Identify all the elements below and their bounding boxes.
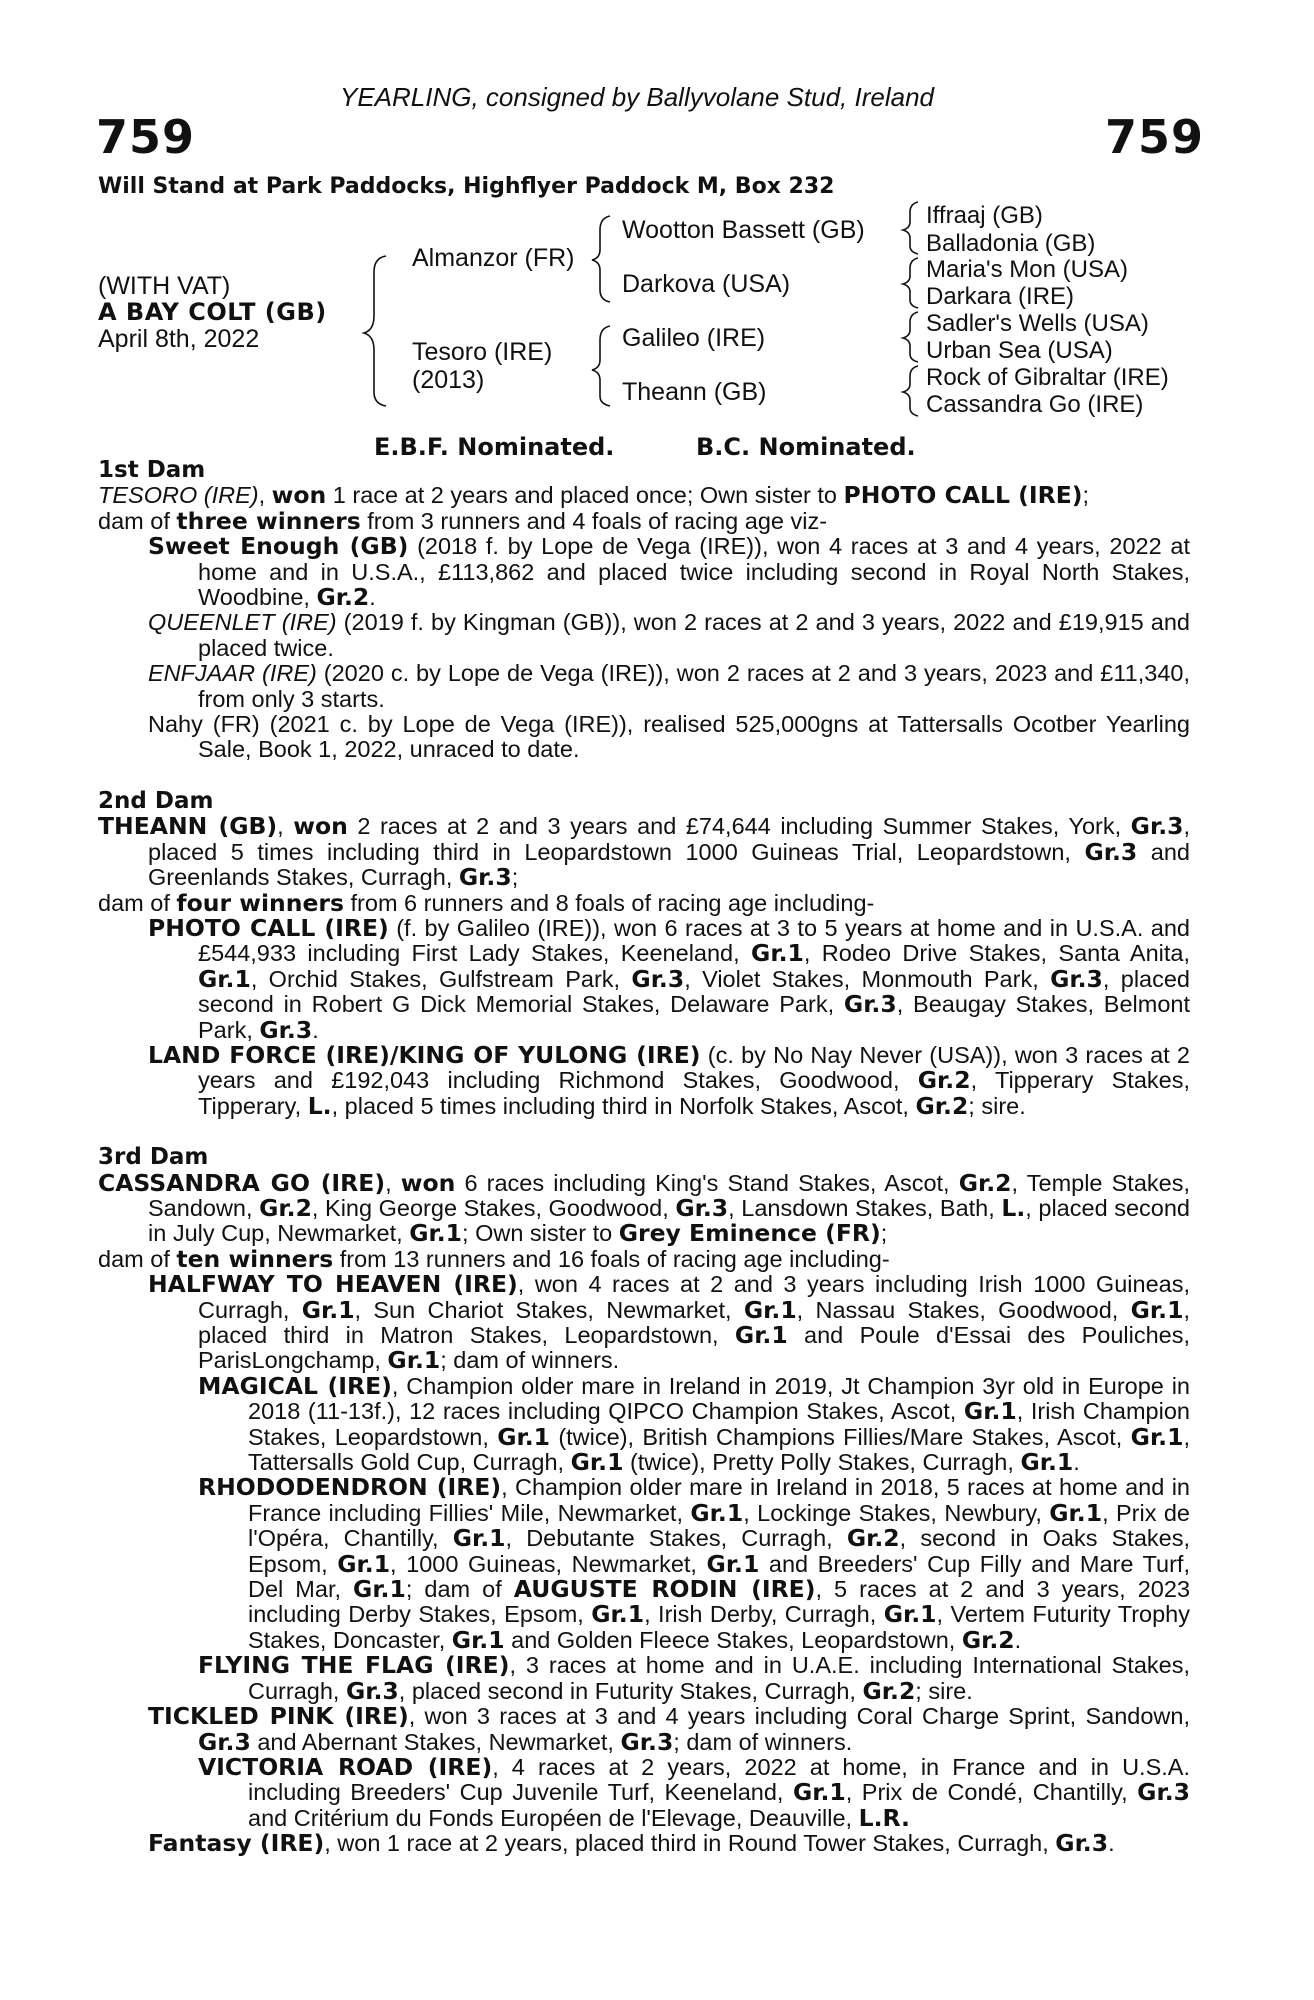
bc-nomination: B.C. Nominated.: [696, 433, 916, 461]
produce-victoria-road: VICTORIA ROAD (IRE), 4 races at 2 years, 2022 at home, in France and in U.S.A. including Breeders' Cup Juvenile Turf, Keeneland, Gr.1, Prix de Condé, Chantilly, Gr.3 and Critérium du Fonds Européen de l'Elevage, Deauville, L.R.: [198, 1752, 1190, 1832]
produce-fantasy: Fantasy (IRE), won 1 race at 2 years, placed third in Round Tower Stakes, Curragh, Gr.3.: [148, 1829, 1115, 1858]
vat-note: (WITH VAT): [98, 272, 231, 300]
gen3-8: Cassandra Go (IRE): [926, 391, 1144, 418]
produce-land-force: LAND FORCE (IRE)/KING OF YULONG (IRE) (c. by No Nay Never (USA)), won 3 races at 2 years and £192,043 including Richmond Stakes, Goodwood, Gr.2, Tipperary Stakes, Tipperary, L., placed 5 times including third in Norfolk Stakes, Ascot, Gr.2; sire.: [148, 1040, 1190, 1120]
lot-number-right: 759: [1104, 110, 1204, 164]
catalogue-body: [98, 458, 1190, 1857]
produce-sweet-enough: Sweet Enough (GB) (2018 f. by Lope de Vega (IRE)), won 4 races at 3 and 4 years, 2022 at home and in U.S.A., £113,862 and placed twice including second in Royal North Stakes, Woodbine, Gr.2.: [148, 532, 1191, 612]
date-of-birth: April 8th, 2022: [98, 325, 260, 353]
dam-name: Tesoro (IRE): [412, 338, 553, 366]
second-dam-entry: THEANN (GB), won 2 races at 2 and 3 years and £74,644 including Summer Stakes, York, Gr.3, placed 5 times including third in Leopardstown 1000 Guineas Trial, Leopardstown, Gr.3 and Greenlands Stakes, Curragh, Gr.3;: [98, 812, 1191, 892]
first-dam-entry: TESORO (IRE), won 1 race at 2 years and placed once; Own sister to PHOTO CALL (IRE);: [98, 481, 1090, 510]
sire-sire: Wootton Bassett (GB): [622, 216, 865, 244]
first-dam-produce-summary: dam of three winners from 3 runners and 4 foals of racing age viz-: [98, 506, 828, 535]
produce-nahy: Nahy (FR) (2021 c. by Lope de Vega (IRE)), realised 525,000gns at Tattersalls Ocotber Yearling Sale, Book 1, 2022, unraced to date.: [148, 711, 1190, 763]
produce-rhododendron: RHODODENDRON (IRE), Champion older mare in Ireland in 2018, 5 races at home and in France including Fillies' Mile, Newmarket, Gr.1, Lockinge Stakes, Newbury, Gr.1, Prix de l'Opéra, Chantilly, Gr.1, Debutante Stakes, Curragh, Gr.2, second in Oaks Stakes, Epsom, Gr.1, 1000 Guineas, Newmarket, Gr.1 and Breeders' Cup Filly and Mare Turf, Del Mar, Gr.1; dam of AUGUSTE RODIN (IRE), 5 races at 2 and 3 years, 2023 including Derby Stakes, Epsom, Gr.1, Irish Derby, Curragh, Gr.1, Vertem Futurity Trophy Stakes, Doncaster, Gr.1 and Golden Fleece Stakes, Leopardstown, Gr.2.: [198, 1473, 1191, 1654]
horse-name: A BAY COLT (GB): [98, 298, 327, 326]
ebf-nomination: E.B.F. Nominated.: [374, 433, 615, 461]
gen3-4: Darkara (IRE): [926, 283, 1075, 310]
produce-enfjaar: ENFJAAR (IRE) (2020 c. by Lope de Vega (IRE)), won 2 races at 2 and 3 years, 2023 and £11,340, from only 3 starts.: [148, 660, 1190, 712]
gen3-2: Balladonia (GB): [926, 230, 1096, 257]
dam-year: (2013): [412, 366, 485, 394]
dam-dam: Theann (GB): [622, 378, 767, 406]
consignment-line: YEARLING, consigned by Ballyvolane Stud, Ireland: [340, 82, 935, 112]
sire-dam: Darkova (USA): [622, 270, 791, 298]
third-dam-produce-summary: dam of ten winners from 13 runners and 16 foals of racing age including-: [98, 1244, 890, 1273]
produce-queenlet: QUEENLET (IRE) (2019 f. by Kingman (GB)), won 2 races at 2 and 3 years, 2022 and £19,915 and placed twice.: [148, 609, 1190, 661]
first-dam-heading: 1st Dam: [98, 457, 206, 483]
third-dam-heading: 3rd Dam: [98, 1144, 209, 1171]
lot-number-left: 759: [96, 110, 196, 164]
stand-location: Will Stand at Park Paddocks, Highflyer Paddock M, Box 232: [98, 174, 835, 199]
produce-halfway-to-heaven: HALFWAY TO HEAVEN (IRE), won 4 races at 2 and 3 years including Irish 1000 Guineas, Curragh, Gr.1, Sun Chariot Stakes, Newmarket, Gr.1, Nassau Stakes, Goodwood, Gr.1, placed third in Matron Stakes, Leopardstown, Gr.1 and Poule d'Essai des Pouliches, ParisLongchamp, Gr.1; dam of winners.: [148, 1270, 1191, 1375]
second-dam-heading: 2nd Dam: [98, 787, 214, 814]
gen3-6: Urban Sea (USA): [926, 337, 1113, 364]
produce-flying-the-flag: FLYING THE FLAG (IRE), 3 races at home and in U.A.E. including International Stakes, Curragh, Gr.3, placed second in Futurity Stakes, Curragh, Gr.2; sire.: [198, 1651, 1190, 1705]
gen3-3: Maria's Mon (USA): [926, 256, 1128, 283]
gen3-7: Rock of Gibraltar (IRE): [926, 364, 1169, 391]
dam-sire: Galileo (IRE): [622, 324, 766, 352]
second-dam-produce-summary: dam of four winners from 6 runners and 8 foals of racing age including-: [98, 888, 875, 917]
third-dam-entry: CASSANDRA GO (IRE), won 6 races including King's Stand Stakes, Ascot, Gr.2, Temple Stakes, Sandown, Gr.2, King George Stakes, Goodwood, Gr.3, Lansdown Stakes, Bath, L., placed second in July Cup, Newmarket, Gr.1; Own sister to Grey Eminence (FR);: [98, 1168, 1190, 1248]
gen3-1: Iffraaj (GB): [926, 202, 1043, 229]
produce-magical: MAGICAL (IRE), Champion older mare in Ireland in 2019, Jt Champion 3yr old in Europe in 2018 (11-13f.), 12 races including QIPCO Champion Stakes, Ascot, Gr.1, Irish Champion Stakes, Leopardstown, Gr.1 (twice), British Champions Fillies/Mare Stakes, Ascot, Gr.1, Tattersalls Gold Cup, Curragh, Gr.1 (twice), Pretty Polly Stakes, Curragh, Gr.1.: [198, 1371, 1190, 1477]
gen3-5: Sadler's Wells (USA): [926, 310, 1149, 337]
produce-photo-call: PHOTO CALL (IRE) (f. by Galileo (IRE)), won 6 races at 3 to 5 years at home and in U.S.A. and £544,933 including First Lady Stakes, Keeneland, Gr.1, Rodeo Drive Stakes, Santa Anita, Gr.1, Orchid Stakes, Gulfstream Park, Gr.3, Violet Stakes, Monmouth Park, Gr.3, placed second in Robert G Dick Memorial Stakes, Delaware Park, Gr.3, Beaugay Stakes, Belmont Park, Gr.3.: [148, 913, 1191, 1044]
sire-name: Almanzor (FR): [412, 244, 575, 272]
produce-tickled-pink: TICKLED PINK (IRE), won 3 races at 3 and 4 years including Coral Charge Sprint, Sandown, Gr.3 and Abernant Stakes, Newmarket, Gr.3; dam of winners.: [148, 1702, 1190, 1756]
